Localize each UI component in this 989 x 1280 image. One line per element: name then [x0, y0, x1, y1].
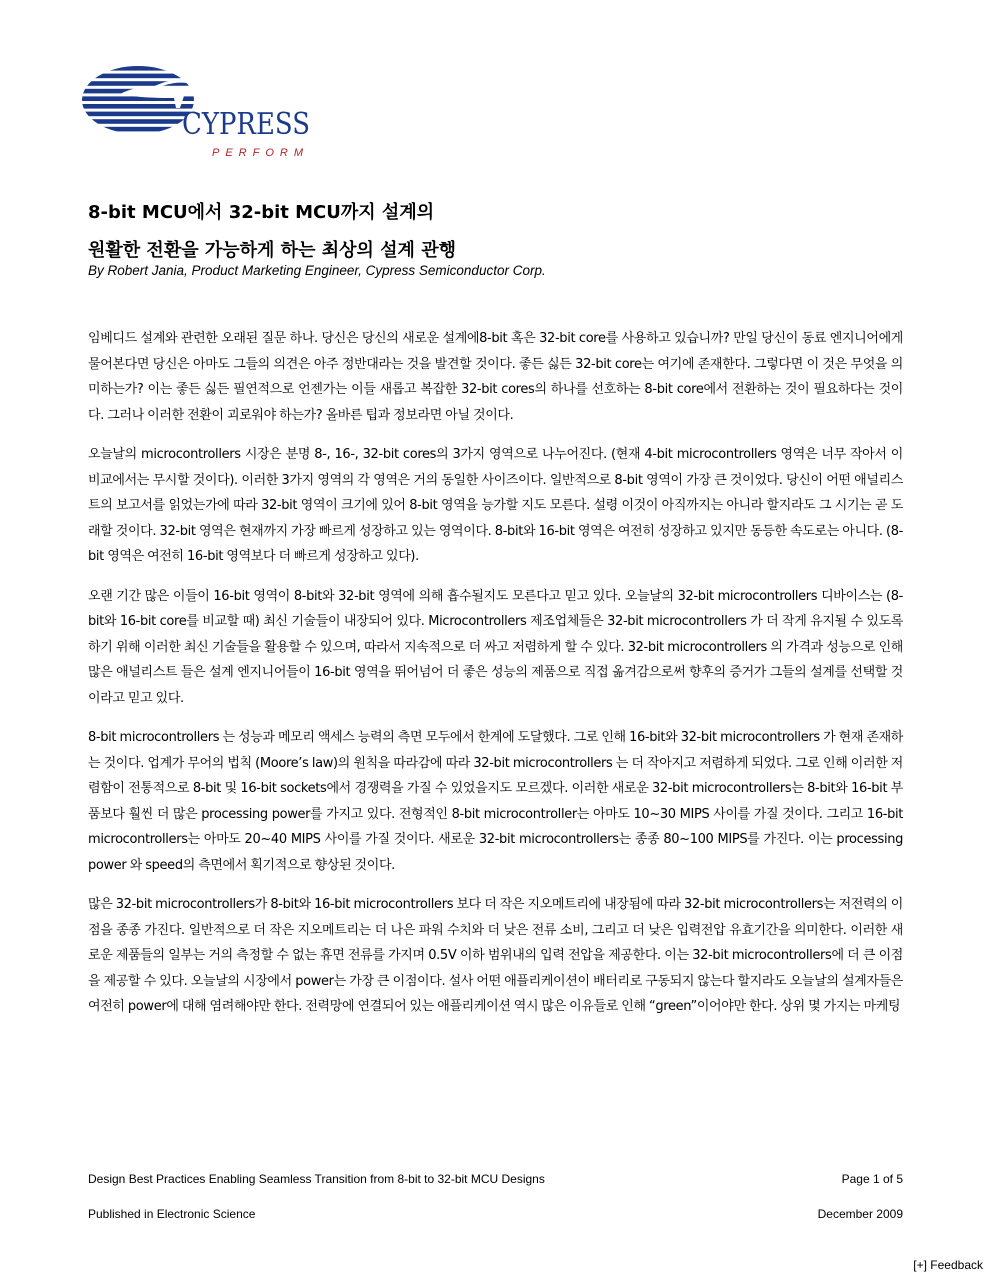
footer-top — [88, 1172, 903, 1186]
title-line-1: 8-bit MCU에서 32-bit MCU까지 설계의 — [88, 202, 435, 223]
footer-bottom — [88, 1207, 903, 1221]
article-body — [88, 326, 903, 1034]
paragraph: 오늘날의 microcontrollers 시장은 분명 8-, 16-, 32-bit cores의 3가지 영역으로 나누어진다. (현재 4-bit microcontrollers 영역은 너무 작아서 이 비교에서는 무시할 것이다). 이러한 3가지 영역의 각 영역은 거의 동일한 사이즈이다. 일반적으로 8-bit 영역이 가장 큰 것이었다. 당신이 어떤 애널리스트의 보고서를 읽었는가에 따라 32-bit 영역이 크기에 있어 8-bit 영역을 능가할 지도 모른다. 설령 이것이 아직까지는 아니라 할지라도 그 시기는 곧 도래할 것이다. 32-bit 영역은 현재까지 가장 빠르게 성장하고 있는 영역이다. 8-bit와 16-bit 영역은 여전히 성장하고 있지만 동등한 속도로는 아니다. (8-bit 영역은 여전히 16-bit 영역보다 더 빠르게 성장하고 있다). — [88, 447, 903, 564]
footer-date: December 2009 — [817, 1207, 903, 1221]
footer-publication: Published in Electronic Science — [88, 1207, 256, 1221]
paragraph: 오랜 기간 많은 이들이 16-bit 영역이 8-bit와 32-bit 영역에 의해 흡수될지도 모른다고 믿고 있다. 오늘날의 32-bit microcontrollers 디바이스는 (8-bit와 16-bit core를 비교할 때) 최신 기술들이 내장되어 있다. Microcontrollers 제조업체들은 32-bit microcontrollers 가 더 작게 유지될 수 있도록 하기 위해 이러한 최신 기술들을 활용할 수 있으며, 따라서 지속적으로 더 싸고 저렴하게 할 수 있다. 32-bit microcontrollers 의 가격과 성능으로 인해 많은 애널리스트 들은 설계 엔지니어들이 16-bit 영역을 뛰어넘어 더 좋은 성능의 제품으로 직접 옮겨감으로써 향후의 증거가 그들의 설계를 선택할 것이라고 믿고 있다. — [88, 588, 903, 706]
feedback-link[interactable]: [+] Feedback — [913, 1258, 983, 1272]
logo-brand: CYPRESS — [182, 107, 310, 142]
logo-stripe — [80, 74, 200, 79]
byline: By Robert Jania, Product Marketing Engineer, Cypress Semiconductor Corp. — [88, 263, 546, 278]
footer-page-number: Page 1 of 5 — [841, 1172, 903, 1186]
logo-tagline: PERFORM — [212, 147, 309, 159]
document-title — [88, 194, 903, 270]
title-line-2: 원활한 전환을 가능하게 하는 최상의 설계 관행 — [88, 240, 456, 261]
logo-stripe — [80, 66, 200, 71]
paragraph: 8-bit microcontrollers 는 성능과 메모리 액세스 능력의 측면 모두에서 한계에 도달했다. 그로 인해 16-bit와 32-bit microcontrollers 가 현재 존재하는 것이다. 업계가 무어의 법칙 (Moore’s law)의 원칙을 따라감에 따라 32-bit microcontrollers 는 더 작아지고 저렴하게 되었다. 그로 인해 이러한 저렴함이 전통적으로 8-bit 및 16-bit sockets에서 경쟁력을 가질 수 있었을지도 모르겠다. 이러한 새로운 32-bit microcontrollers는 8-bit와 16-bit 부품보다 훨씬 더 많은 processing power를 가지고 있다. 전형적인 8-bit microcontroller는 아마도 10~30 MIPS 사이를 가질 것이다. 그리고 16-bit microcontrollers는 아마도 20~40 MIPS 사이를 가질 것이다. 새로운 32-bit microcontrollers는 종종 80~100 MIPS를 가진다. 이는 processing power 와 speed의 측면에서 획기적으로 향상된 것이다. — [88, 730, 903, 873]
paragraph: 많은 32-bit microcontrollers가 8-bit와 16-bit microcontrollers 보다 더 작은 지오메트리에 내장됨에 따라 32-bit microcontrollers는 저전력의 이점을 종종 가진다. 일반적으로 더 작은 지오메트리는 더 나은 파워 수치와 더 낮은 전류 소비, 그리고 더 낮은 입력전압 유효기간을 의미한다. 이러한 새로운 제품들의 일부는 거의 측정할 수 없는 휴면 전류를 가지며 0.5V 이하 범위내의 입력 전압을 제공한다. 이는 32-bit microcontrollers에 더 큰 이점을 제공할 수 있다. 오늘날의 시장에서 power는 가장 큰 이점이다. 설사 어떤 애플리케이션이 배터리로 구동되지 않는다 할지라도 오늘날의 설계자들은 여전히 power에 대해 염려해야만 한다. 전력망에 연결되어 있는 애플리케이션 역시 많은 이유들로 인해 “green”이어야만 한다. 상위 몇 가지는 마케팅 — [88, 897, 903, 1014]
paragraph: 임베디드 설계와 관련한 오래된 질문 하나. 당신은 당신의 새로운 설계에8-bit 혹은 32-bit core를 사용하고 있습니까? 만일 당신이 동료 엔지니어에게 물어본다면 당신은 아마도 그들의 의견은 아주 정반대라는 것을 발견할 것이다. 좋든 싫든 32-bit core는 여기에 존재한다. 그렇다면 이 것은 무엇을 의미하는가? 이는 좋든 싫든 필연적으로 언젠가는 이들 새롭고 복잡한 32-bit cores의 하나를 선호하는 8-bit core에서 전환하는 것이 필요하다는 것이다. 그러나 이러한 전환이 괴로워야 하는가? 올바른 팁과 정보라면 아닐 것이다. — [88, 331, 903, 423]
cypress-logo — [80, 64, 320, 164]
footer-doc-title: Design Best Practices Enabling Seamless Transition from 8-bit to 32-bit MCU Designs — [88, 1172, 545, 1186]
